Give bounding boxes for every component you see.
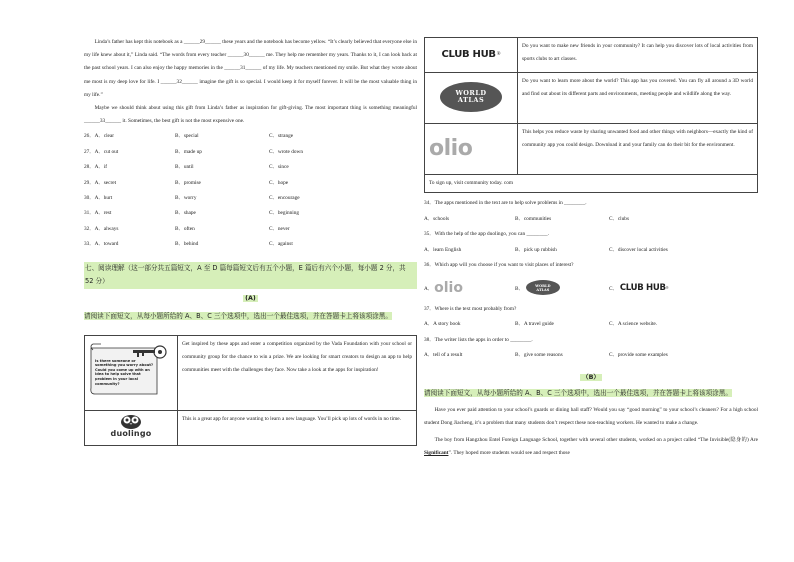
- app-table-left: [84, 335, 417, 446]
- right-column: [424, 0, 758, 460]
- option-row-33: [84, 237, 417, 252]
- option-b: B．A travel guide: [515, 321, 554, 327]
- option-c: C．never: [269, 225, 290, 232]
- duolingo-logo: [85, 410, 178, 445]
- vada-logo: [85, 335, 178, 410]
- registered-icon: ®: [496, 51, 501, 57]
- question-37-options: [424, 317, 758, 333]
- option-row-28: [84, 160, 417, 175]
- paragraph-text-end: ”. They hoped more students would see and respect those: [448, 450, 570, 457]
- passage-b-paragraph-1: Have you ever paid attention to your school’s guards or dining hall staff? Would you say “good morning” to your school’s cleaners? For a high school student Dong Jiacheng, it’s a problem that many students don’t respect these non-teaching workers. He wanted to make a change.: [424, 406, 758, 426]
- section-heading: 七、阅读理解（这一部分共五篇短文，A 至 D 篇每篇短文后有五个小题，E 篇后有六个小题，每小题 2 分，共 52 分）: [84, 262, 417, 289]
- option-row-32: [84, 222, 417, 237]
- vada-row: [85, 335, 417, 410]
- instruction-text: 请阅读下面短文，从每小题所给的 A、B、C 三个选项中，选出一个最佳选项，并在答题卡上将该项涂黑。: [84, 311, 392, 320]
- option-a: 30．A．hurt: [84, 194, 113, 201]
- olio-logo: [425, 124, 518, 175]
- passage-paragraph-1: Linda’s father has kept this notebook as a ______29______ these years and the notebook has become yellow. “It’s clearly believed that everyone else in my life knew about it,” Linda said. “The words from every teacher ______30______ me. They help me remember my years. Thanks to it, I can look back at the past school years. I can also enjoy the happy memories in the ______31______ of my life. My teachers mentioned my smile. But what they wrote about me most is my deep love for life. I ______32______ imagine the gift is so special. I would keep it for myself forever. It will be the most valuable thing in my life.”: [84, 39, 417, 98]
- instruction-text-b: 请阅读下面短文，从每小题所给的 A、B、C 三个选项中，选出一个最佳选项，并在答题卡上将该项涂黑。: [424, 388, 732, 397]
- clubhub-logo: [425, 38, 518, 73]
- atlas-logo-word1: WORLD: [455, 89, 487, 97]
- atlas-logo-word2: ATLAS: [457, 96, 485, 104]
- option-b-label: B．: [515, 285, 524, 292]
- clubhub-logo-text: CLUB HUB: [441, 48, 496, 60]
- olio-logo-text: olio: [429, 135, 473, 161]
- question-36: 36．Which app will you choose if you want to visit places of interest?: [424, 262, 574, 268]
- duolingo-text: This is a great app for anyone wanting to learn a new language. You’ll pick up lots of words in no time.: [178, 410, 417, 445]
- option-a: 33．A．toward: [84, 241, 119, 248]
- option-b: B．communities: [515, 215, 552, 222]
- atlas-row: [425, 73, 758, 124]
- option-row-26: [84, 129, 417, 144]
- option-b: B．worry: [175, 194, 197, 201]
- question-36-options: [424, 274, 758, 302]
- option-c: C．strange: [269, 133, 294, 140]
- option-a: 29．A．secret: [84, 179, 117, 186]
- option-b: B．pick up rubbish: [515, 246, 557, 253]
- atlas-logo: [425, 73, 518, 124]
- atlas-logo-small: WORLD ATLAS: [526, 280, 560, 295]
- option-c: C．encourage: [269, 194, 300, 201]
- option-c: C．provide some examples: [609, 352, 668, 358]
- vada-logo-text: Is there someone or something you worry about? Could you come up with an idea to help solve that problem in your local community?: [95, 358, 154, 386]
- part-a-title: (A): [245, 294, 256, 302]
- option-a: [424, 280, 515, 296]
- vada-text: Get inspired by these apps and enter a competition organized by the Vada Foundation with your school or community group for the chance to win a prize. We are looking for smart creators to design an app to help communities meet with the challenges they face. Now take a look at the apps for inspiration!: [178, 335, 417, 410]
- passage-b-paragraph-2: [424, 434, 758, 460]
- option-a: 26．A．clear: [84, 133, 115, 140]
- signup-note: To sign up, visit community today. com: [424, 175, 758, 193]
- paragraph-text-start: The boy from Hangzhou Entel Foreign Language School, together with several other students, worked on a project called “The Invisible(隐身的) Are: [434, 436, 758, 443]
- question-35-options: [424, 243, 758, 259]
- option-c: C．clubs: [609, 215, 630, 222]
- question-38-options: [424, 348, 758, 364]
- option-row-31: [84, 206, 417, 221]
- option-c: C．since: [269, 164, 289, 171]
- duolingo-row: [85, 410, 417, 445]
- left-column: [84, 0, 417, 446]
- atlas-logo-badge: [440, 82, 502, 112]
- option-a: A．A story book: [424, 321, 461, 327]
- question-34: 34．The apps mentioned in the text are to help solve problems in ________.: [424, 200, 587, 206]
- option-row-30: [84, 191, 417, 206]
- olio-logo-small: olio: [434, 279, 463, 296]
- clubhub-logo-small: CLUB HUB: [619, 282, 666, 293]
- option-b: B．behind: [175, 241, 199, 248]
- option-a: A．tell of a result: [424, 352, 463, 358]
- question-35: 35．With the help of the app duolingo, you can ________.: [424, 231, 549, 237]
- owl-icon: [119, 413, 143, 429]
- option-b: B．until: [175, 164, 194, 171]
- option-a: 28．A．if: [84, 164, 107, 171]
- option-b: B．special: [175, 133, 199, 140]
- option-c: C．A science website.: [609, 321, 658, 327]
- clubhub-text: Do you want to make new friends in your community? It can help you discover lots of local activities from sports clubs to art classes.: [518, 38, 758, 73]
- option-c: C．against: [269, 241, 293, 248]
- atlas-text: Do you want to learn more about the world? This app has you covered. You can fly all around a 3D world and find out about its different parts and environments, meeting people and wildlife along the way.: [518, 73, 758, 124]
- question-37: 37．Where is the text most probably from?: [424, 305, 517, 312]
- option-c: C．beginning: [269, 210, 300, 217]
- option-a: 27．A．cut out: [84, 148, 119, 155]
- questions: [424, 196, 758, 364]
- option-c: [609, 283, 669, 293]
- option-c: C．hope: [269, 179, 289, 186]
- question-34-options: [424, 212, 758, 228]
- option-b: B．shape: [175, 210, 196, 217]
- option-b: [515, 280, 609, 295]
- option-row-29: [84, 176, 417, 191]
- underlined-word: Significant: [424, 450, 449, 457]
- option-row-27: [84, 145, 417, 160]
- option-c: C．wrote down: [269, 148, 303, 155]
- option-a: A．schools: [424, 215, 450, 222]
- part-b-title: （B）: [582, 373, 600, 381]
- option-a-label: A．: [424, 285, 434, 292]
- option-a: 32．A．always: [84, 225, 119, 232]
- registered-icon: ®: [665, 285, 669, 290]
- clubhub-row: [425, 38, 758, 73]
- app-table-right: [424, 37, 758, 175]
- option-b: B．promise: [175, 179, 201, 186]
- options-list: [84, 129, 417, 252]
- option-b: B．give some reasons: [515, 352, 563, 358]
- option-c: C．discover local activities: [609, 246, 668, 253]
- duolingo-logo-text: duolingo: [110, 428, 152, 438]
- option-c-label: C．: [609, 285, 618, 292]
- olio-row: [425, 124, 758, 175]
- option-a: 31．A．rest: [84, 210, 112, 217]
- question-38: 38．The writer lists the apps in order to ________.: [424, 336, 533, 343]
- olio-text: This helps you reduce waste by sharing unwanted food and other things with neighbors—exactly the kind of community app you could design. Download it and your family can do their bit for the environment.: [518, 124, 758, 175]
- passage-paragraph-2: Maybe we should think about using this gift from Linda’s father as inspiration for gift-giving. The most important thing is something meaningful ______33______ it. Sometimes, the best gift is not the most expensive one.: [84, 105, 417, 125]
- option-b: B．made up: [175, 148, 202, 155]
- option-b: B．often: [175, 225, 195, 232]
- option-a: A．learn English: [424, 246, 462, 253]
